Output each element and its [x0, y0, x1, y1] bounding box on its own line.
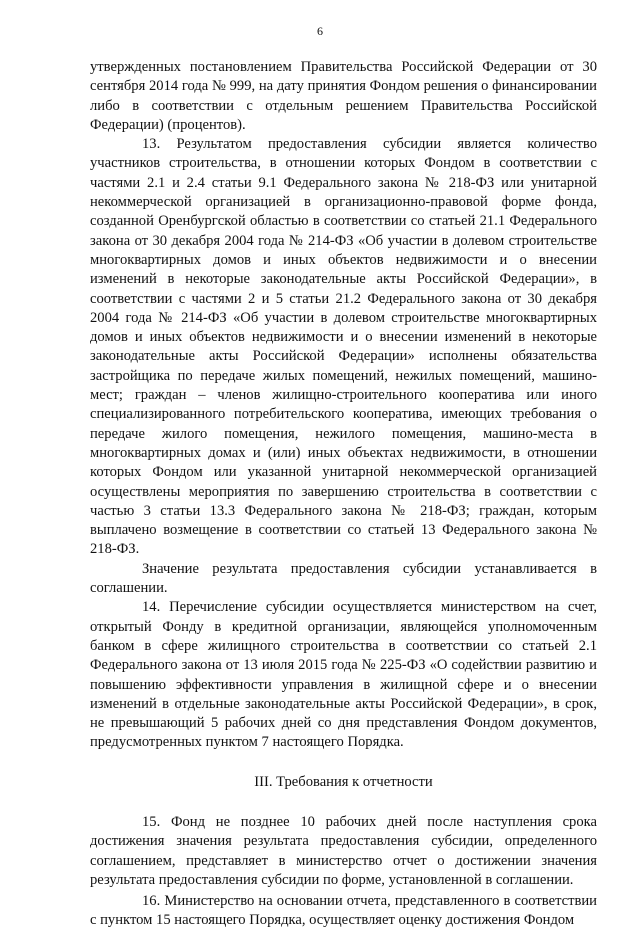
paragraph-continuation: утвержденных постановлением Правительства Российской Федерации от 30 сентября 2014 года № 999, на дату принятия Фондом решения о финансировании либо в соответствии с отдельным решением Правительства Российской Федерации) (процентов).	[90, 59, 597, 133]
paragraph-13-result-value: Значение результата предоставления субсидии устанавливается в соглашении.	[90, 560, 597, 597]
paragraph-14: 14. Перечисление субсидии осуществляется министерством на счет, открытый Фонду в кредитной организации, являющейся уполномоченным банком в сфере жилищного строительства в соответствии со статьей 2.1 Федерального закона от 13 июля 2015 года № 225-ФЗ «О содействии развитию и повышению эффективности управления в жилищной сфере и о внесении изменений в отдельные законодательные акты Российской Федерации», в срок, не превышающий 5 рабочих дней со дня представления Фондом документов, предусмотренных пунктом 7 настоящего Порядка.	[90, 599, 597, 751]
section-heading: III. Требования к отчетности	[254, 773, 433, 790]
paragraph-15: 15. Фонд не позднее 10 рабочих дней после наступления срока достижения значения результата предоставления субсидии, определенного соглашением, представляет в министерство отчет о достижении значения результата предоставления субсидии по форме, установленной в соглашении.	[90, 813, 597, 888]
paragraph-16: 16. Министерство на основании отчета, представленного в соответствии с пунктом 15 настоящего Порядка, осуществляет оценку достижения Фондом	[90, 893, 597, 929]
document-body	[90, 58, 597, 931]
paragraph-13: 13. Результатом предоставления субсидии является количество участников строительства, в отношении которых Фондом в соответствии с частями 2.1 и 2.4 статьи 9.1 Федерального закона № 218-ФЗ или унитарной некоммерческой организацией в организационно-правовой форме фонда, созданной Оренбургской областью в соответствии со статьей 21.1 Федерального закона от 30 декабря 2004 года № 214-ФЗ «Об участии в долевом строительстве многоквартирных домов и иных объектов недвижимости и о внесении изменений в некоторые законодательные акты Российской Федерации», в соответствии с частями 2 и 5 статьи 21.2 Федерального закона от 30 декабря 2004 года № 214-ФЗ «Об участии в долевом строительстве многоквартирных домов и иных объектов недвижимости и о внесении изменений в некоторые законодательные акты Российской Федерации» исполнены обязательства застройщика по передаче жилых помещений, нежилых помещений, машино-мест; граждан – членов жилищно-строительного кооператива или иного специализированного потребительского кооператива, имеющих требования о передаче жилого помещения, нежилого помещения, машино-места в многоквартирных домах и (или) иных объектах недвижимости, в отношении которых Фондом или указанной унитарной некоммерческой организацией осуществлены мероприятия по завершению строительства в соответствии с частью 3 статьи 13.3 Федерального закона № 218-ФЗ; граждан, которым выплачено возмещение в соответствии со статьей 13 Федерального закона № 218-ФЗ.	[90, 136, 597, 558]
page-number: 6	[317, 24, 323, 38]
